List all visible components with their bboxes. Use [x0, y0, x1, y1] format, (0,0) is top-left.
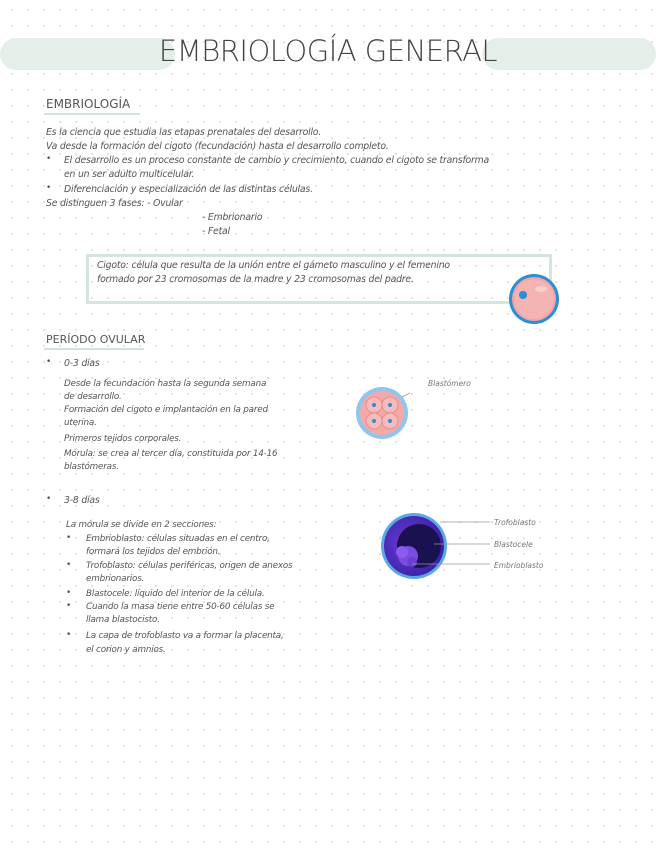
- heading-underline: [44, 113, 140, 115]
- bullet-dot: •: [66, 601, 72, 611]
- span-text: Va desde la formación del cigoto (fecundación) hasta el desarrollo completo.: [46, 141, 389, 152]
- b1-line1: Embrioblasto: células situadas en el centro,: [86, 534, 270, 544]
- morula-illustration: [354, 385, 410, 441]
- page-title: EMBRIOLOGÍA GENERAL: [158, 34, 498, 68]
- label-trofoblasto: Trofoblasto: [494, 518, 536, 527]
- section-heading-periodo-ovular: PERÍODO OVULAR: [46, 333, 146, 346]
- b3: Blastocele: líquido del interior de la célula.: [86, 589, 265, 599]
- bullet-dot: •: [66, 630, 72, 640]
- p1-line: Formación del cigoto e implantación en la pared: [64, 405, 268, 415]
- definition-text: Es la ciencia que estudia las etapas prenatales del desarrollo.: [46, 127, 322, 138]
- phase-fetal: - Fetal: [202, 226, 230, 237]
- bullet-dot: •: [46, 357, 52, 367]
- b1-line2: formará los tejidos del embrión.: [86, 547, 221, 557]
- heading-underline: [44, 348, 144, 350]
- label-blastocele: Blastocele: [494, 540, 533, 549]
- morula-intro: La mórula se divide en 2 secciones:: [66, 520, 217, 530]
- p1-line: blastómeras.: [64, 462, 119, 472]
- phase-embrionario: - Embrionario: [202, 212, 263, 223]
- bullet1-line2: en un ser adulto multicelular.: [64, 169, 195, 180]
- section-heading-embriologia: EMBRIOLOGÍA: [46, 97, 131, 111]
- b5-line2: el corion y amnios.: [86, 645, 166, 655]
- cigoto-line2: formado por 23 cromosomas de la madre y 23 cromosomas del padre.: [97, 274, 414, 285]
- subheading-0-3-dias: 0-3 días: [64, 358, 100, 369]
- cigoto-line1: Cigoto: célula que resulta de la unión entre el gámeto masculino y el femenino: [97, 260, 450, 271]
- p1-line: Mórula: se crea al tercer día, constituida por 14-16: [64, 449, 278, 459]
- p1-line: Primeros tejidos corporales.: [64, 434, 182, 444]
- bullet2: Diferenciación y especialización de las distintas células.: [64, 184, 313, 195]
- label-blastomero: Blastómero: [428, 379, 471, 388]
- bullet-dot: •: [66, 533, 72, 543]
- phases-intro: Se distinguen 3 fases: - Ovular: [46, 198, 183, 209]
- b4-line1: Cuando la masa tiene entre 50-60 células se: [86, 602, 275, 612]
- p1-line: Desde la fecundación hasta la segunda semana: [64, 379, 267, 389]
- bullet-dot: •: [46, 494, 52, 504]
- bullet-dot: •: [66, 560, 72, 570]
- p1-line: de desarrollo.: [64, 392, 122, 402]
- bullet-dot: •: [66, 588, 72, 598]
- label-embrioblasto: Embrioblasto: [494, 561, 544, 570]
- blastocyst-illustration: [378, 508, 490, 584]
- p1-line: uterina.: [64, 418, 97, 428]
- b4-line2: llama blastocisto.: [86, 615, 160, 625]
- zygote-cell-illustration: [505, 273, 563, 325]
- bullet-dot: •: [46, 154, 52, 164]
- b2-line2: embrionarios.: [86, 574, 145, 584]
- bullet-dot: •: [46, 183, 52, 193]
- bullet1-line1: El desarrollo es un proceso constante de cambio y crecimiento, cuando el cigoto se transforma: [64, 155, 489, 166]
- subheading-3-8-dias: 3-8 días: [64, 495, 100, 506]
- b2-line1: Trofoblasto: células periféricas, origen de anexos: [86, 561, 293, 571]
- b5-line1: La capa de trofoblasto va a formar la placenta,: [86, 631, 284, 641]
